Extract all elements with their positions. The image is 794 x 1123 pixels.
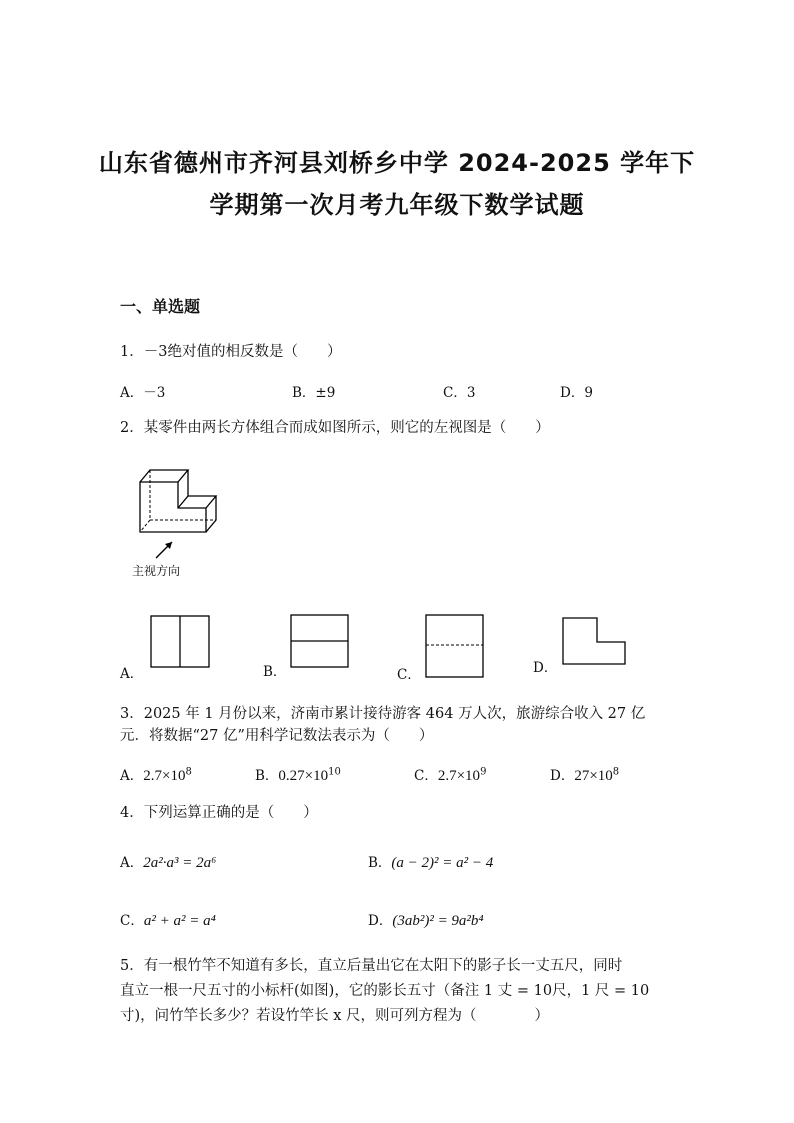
question-1-option-d: D．9: [560, 385, 593, 401]
question-4-option-d: [368, 909, 484, 930]
question-3-stem-line1: 3．2025 年 1 月份以来，济南市累计接待游客 464 万人次，旅游综合收入 27 亿: [120, 706, 646, 722]
question-2-option-d: D．: [533, 660, 558, 676]
question-3-option-b: [255, 764, 341, 785]
option-expression: (a − 2)² = a² − 4: [391, 855, 494, 871]
option-c-figure: [425, 614, 487, 680]
question-1-option-c: C．3: [443, 385, 476, 401]
option-label: A．: [120, 768, 144, 784]
question-4-option-c: [120, 909, 216, 930]
option-b-figure: [290, 614, 352, 670]
option-label: C．: [414, 768, 438, 784]
option-label: C．: [120, 913, 144, 929]
question-2-option-a: A．: [120, 666, 144, 682]
question-2-stem: 2．某零件由两长方体组合而成如图所示，则它的左视图是（ ）: [120, 420, 550, 436]
exponent: 9: [480, 766, 487, 778]
exponent: 10: [328, 766, 341, 778]
question-1-option-a: A．－3: [120, 385, 166, 401]
option-value: 2.7×10: [437, 768, 481, 784]
option-value: 27×10: [574, 768, 613, 784]
option-label: D．: [550, 768, 575, 784]
option-expression: 2a²·a³ = 2a⁶: [143, 855, 217, 871]
option-d-figure: [561, 616, 629, 668]
exponent: 8: [185, 766, 192, 778]
option-label: D．: [368, 913, 393, 929]
option-label: A．: [120, 855, 144, 871]
question-5-line3: 寸)，问竹竿长多少？若设竹竿长 x 尺，则可列方程为（ ）: [120, 1008, 550, 1024]
question-4-option-b: [368, 851, 493, 872]
option-value: 0.27×10: [278, 768, 329, 784]
question-2-option-b: B．: [263, 664, 287, 680]
question-3-option-d: [550, 764, 619, 785]
view-direction-caption: 主视方向: [132, 564, 181, 578]
question-1-stem: 1．－3绝对值的相反数是（ ）: [120, 344, 342, 360]
question-5-line1: 5．有一根竹竿不知道有多长，直立后量出它在太阳下的影子长一丈五尺，同时: [120, 958, 623, 974]
section-heading: 一、单选题: [120, 297, 201, 316]
part-3d-figure: [130, 460, 230, 560]
option-a-figure: [150, 615, 212, 669]
exponent: 8: [612, 766, 620, 778]
option-value: 2.7×10: [143, 768, 186, 784]
question-1-option-b: B．±9: [292, 385, 336, 401]
question-3-stem-line2: 元．将数据“27 亿”用科学记数法表示为（ ）: [120, 728, 434, 744]
option-expression: a² + a² = a⁴: [143, 913, 216, 929]
option-expression: (3ab²)² = 9a²b⁴: [392, 913, 484, 929]
page-title-line1: 山东省德州市齐河县刘桥乡中学 2024-2025 学年下: [98, 149, 696, 177]
question-3-option-c: [414, 764, 486, 785]
question-5-line2: 直立一根一尺五寸的小标杆(如图)，它的影长五寸（备注 1 丈 = 10尺，1 尺 = 10: [120, 983, 650, 999]
option-label: B．: [255, 768, 279, 784]
question-3-option-a: [120, 764, 192, 785]
question-4-stem: 4．下列运算正确的是（ ）: [120, 805, 318, 821]
option-label: B．: [368, 855, 392, 871]
page-title-line2: 学期第一次月考九年级下数学试题: [209, 191, 585, 219]
arrow-icon: [152, 536, 178, 562]
question-4-option-a: [120, 851, 216, 872]
question-2-option-c: C．: [397, 667, 421, 683]
